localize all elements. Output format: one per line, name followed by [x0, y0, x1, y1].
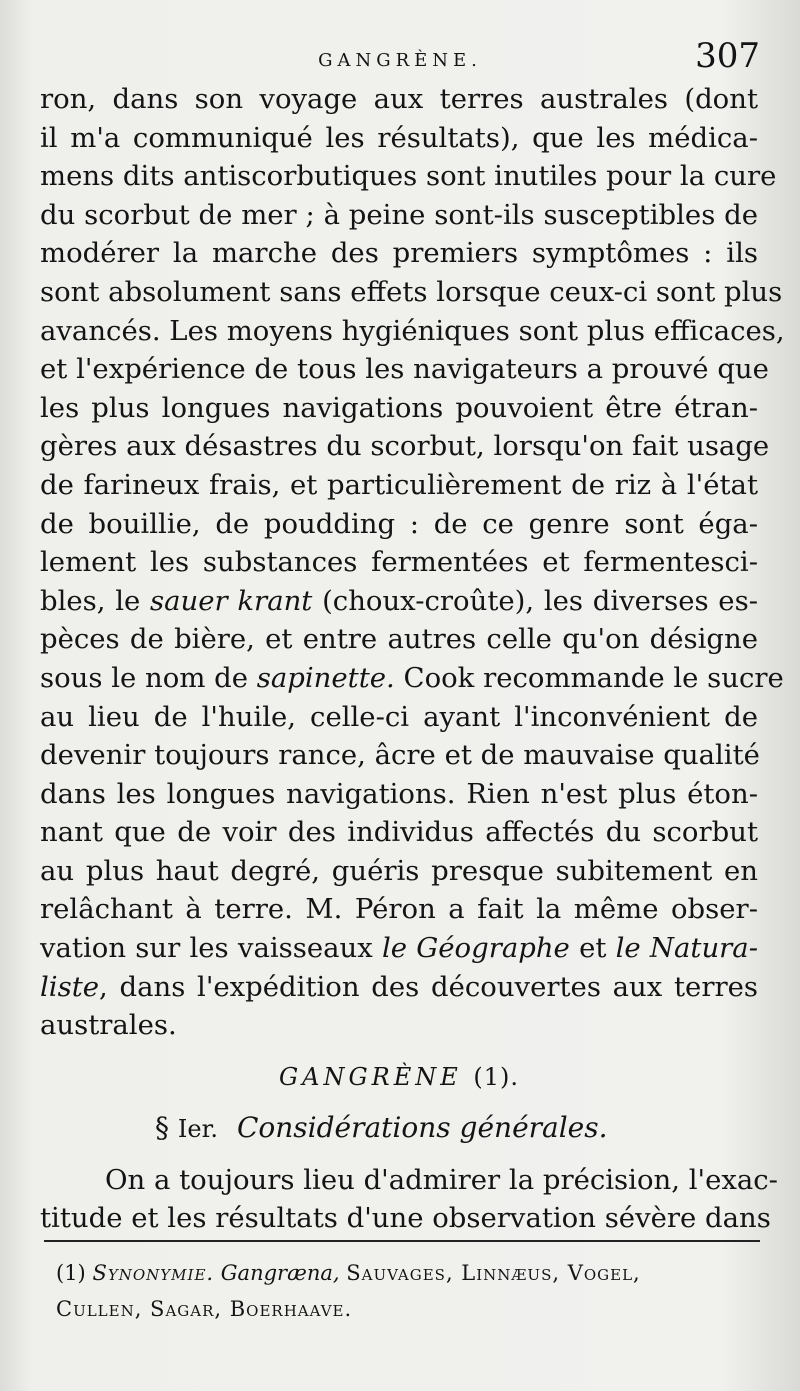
- subsection-title: Considérations générales.: [236, 1110, 608, 1144]
- text-line-ship-names: [40, 929, 758, 968]
- text-line: modérer la marche des premiers symptômes : ils: [40, 237, 758, 270]
- ship-name: le Natura-: [615, 932, 758, 965]
- body-text: [40, 80, 785, 1238]
- running-head: GANGRÈNE.: [318, 50, 482, 71]
- footnote-authors: Sauvages, Linnæus, Vogel,: [346, 1261, 641, 1285]
- text-line: gères aux désastres du scorbut, lorsqu'on fait usage: [40, 430, 770, 463]
- page-header: [40, 36, 760, 80]
- footnote-rule: [44, 1240, 760, 1242]
- text-line-liste: [40, 968, 758, 1007]
- text-line: dans les longues navigations. Rien n'est plus éton-: [40, 777, 758, 810]
- text-line: il m'a communiqué les résultats), que les médica-: [40, 121, 758, 154]
- text-line: relâchant à terre. M. Péron a fait la même obser-: [40, 893, 758, 926]
- text-line-sauer-krant: [40, 582, 758, 621]
- text-line: au lieu de l'huile, celle-ci ayant l'inconvénient de: [40, 700, 758, 733]
- ship-name: le Géographe: [381, 932, 570, 965]
- text-line: On a toujours lieu d'admirer la précision, l'exac-: [105, 1163, 778, 1196]
- text-segment: et: [569, 932, 616, 965]
- text-line: du scorbut de mer ; à peine sont-ils susceptibles de: [40, 198, 758, 231]
- paragraph: [40, 1161, 778, 1238]
- footnote-line: [56, 1291, 756, 1327]
- section-title: [40, 1057, 758, 1097]
- text-line: sont absolument sans effets lorsque ceux-ci sont plus: [40, 275, 783, 308]
- text-line: ron, dans son voyage aux terres australes (dont: [40, 83, 758, 115]
- text-segment: bles, le: [40, 584, 151, 617]
- section-title-text: GANGRÈNE: [278, 1062, 462, 1091]
- text-line: et l'expérience de tous les navigateurs a prouvé que: [40, 353, 769, 386]
- text-line: nant que de voir des individus affectés du scorbut: [40, 816, 758, 849]
- footnote-reference: (1).: [473, 1062, 520, 1091]
- footnote-marker: (1): [56, 1261, 86, 1285]
- text-line: australes.: [40, 1009, 177, 1042]
- italic-term: sapinette.: [256, 661, 395, 694]
- text-segment: (choux-croûte), les diverses es-: [312, 584, 758, 617]
- text-line: de farineux frais, et particulièrement de riz à l'état: [40, 468, 758, 501]
- subsection-heading: [40, 1105, 758, 1151]
- section-mark: §: [155, 1110, 169, 1144]
- footnote-label: Synonymie.: [92, 1261, 215, 1285]
- text-segment: Cook recommande le sucre: [394, 661, 784, 694]
- text-segment: , dans l'expédition des découvertes aux terres: [99, 970, 758, 1003]
- text-segment: sous le nom de: [40, 661, 257, 694]
- text-line: au plus haut degré, guéris presque subitement en: [40, 854, 758, 887]
- text-segment: vation sur les vaisseaux: [40, 932, 382, 965]
- text-line: avancés. Les moyens hygiéniques sont plus efficaces,: [40, 314, 785, 347]
- text-line-sapinette: [40, 659, 784, 698]
- text-line: pèces de bière, et entre autres celle qu'on désigne: [40, 623, 758, 656]
- italic-term: sauer krant: [150, 584, 313, 617]
- text-line: les plus longues navigations pouvoient être étran-: [40, 391, 758, 424]
- page-number: 307: [695, 36, 760, 76]
- text-line: devenir toujours rance, âcre et de mauvaise qualité: [40, 739, 760, 772]
- footnote: [56, 1255, 756, 1327]
- ship-name: liste: [40, 970, 100, 1003]
- footnote-line: [56, 1255, 756, 1291]
- text-line: de bouillie, de poudding : de ce genre sont éga-: [40, 507, 758, 540]
- footnote-authors: Cullen, Sagar, Boerhaave.: [56, 1297, 353, 1321]
- text-line: mens dits antiscorbutiques sont inutiles pour la cure: [40, 160, 777, 193]
- subsection-ordinal: Ier.: [177, 1114, 219, 1143]
- text-line: lement les substances fermentées et fermentesci-: [40, 546, 758, 579]
- footnote-term: Gangræna,: [220, 1261, 340, 1285]
- text-line: titude et les résultats d'une observation sévère dans: [40, 1202, 771, 1235]
